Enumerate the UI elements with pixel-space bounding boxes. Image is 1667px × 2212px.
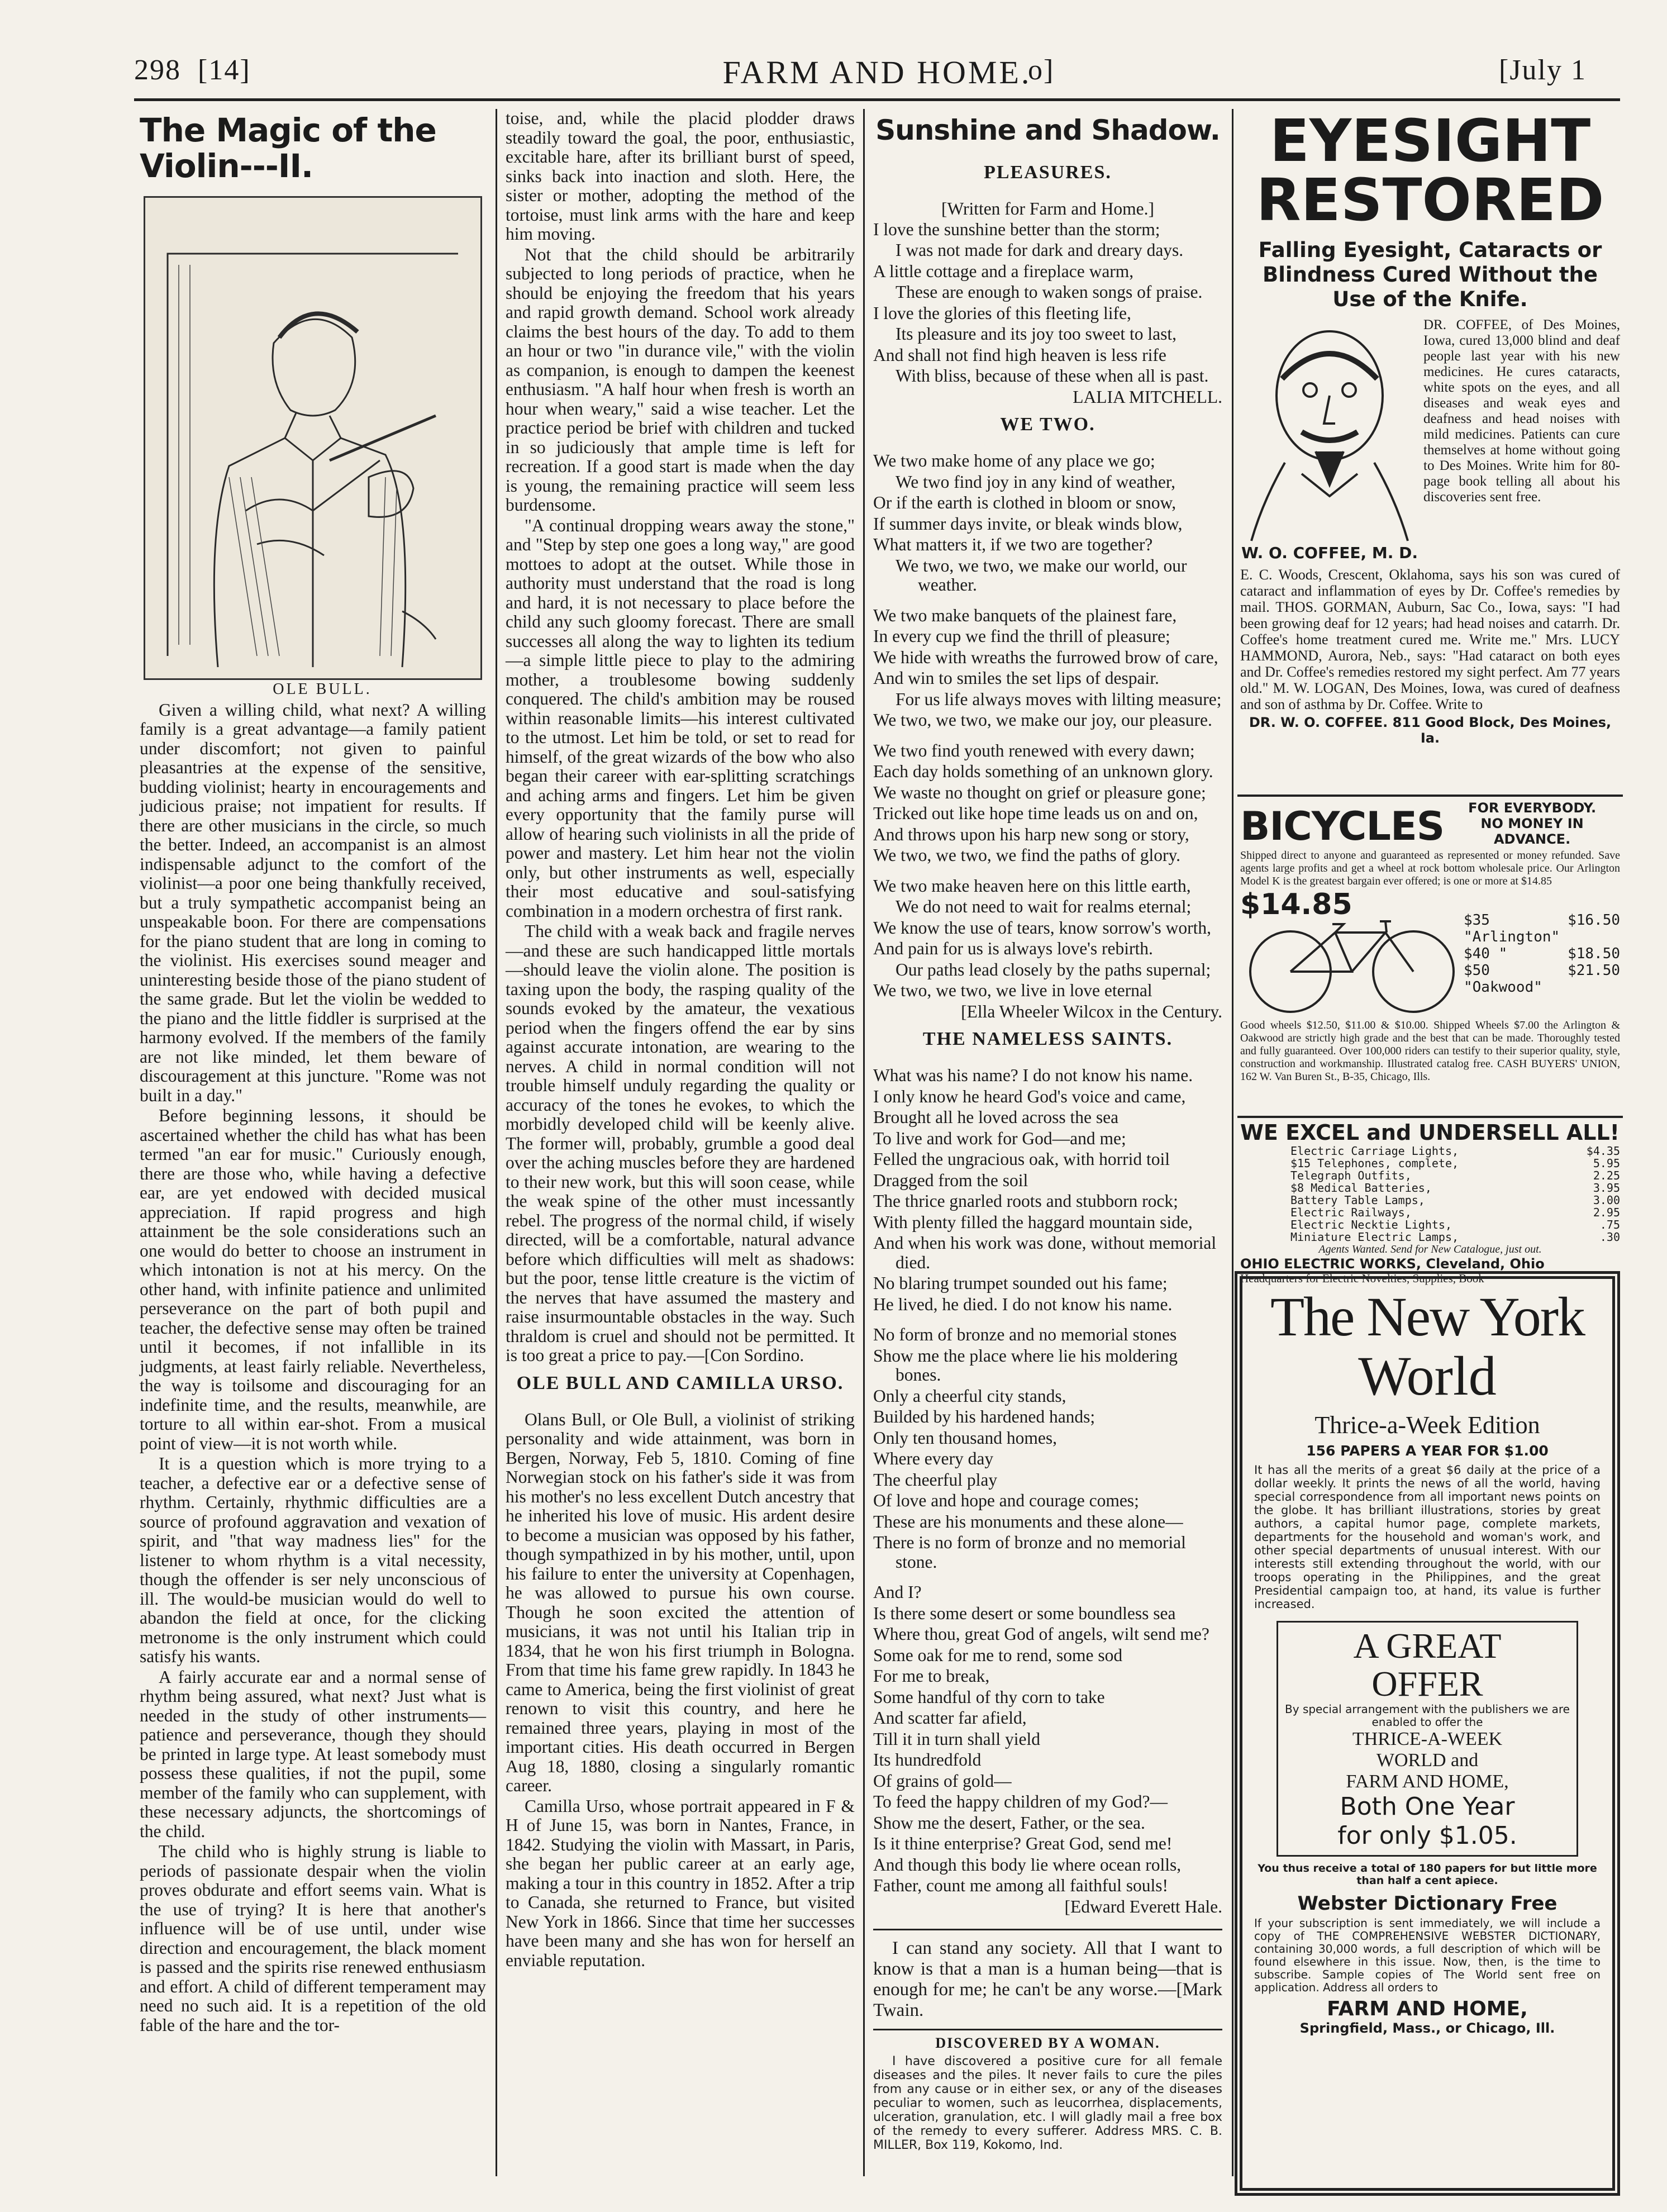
divider <box>873 1929 1222 1930</box>
farm-and-home-location: Springfield, Mass., or Chicago, Ill. <box>1299 2020 1555 2036</box>
header-mark: o] <box>1028 54 1055 86</box>
poem-line: A little cottage and a fireplace warm, <box>873 261 1134 281</box>
poem-line: We know the use of tears, know sorrow's worth, <box>873 917 1212 938</box>
poem-line: Of grains of gold— <box>873 1771 1012 1791</box>
poem-line: Only a cheerful city stands, <box>873 1386 1066 1406</box>
poem-line: Is there some desert or some boundless sea <box>873 1603 1176 1623</box>
poem-line: And win to smiles the set lips of despair. <box>873 668 1159 688</box>
poem-we-two <box>873 451 1222 1001</box>
paragraph: A fairly accurate ear and a normal sense of rhythm being assured, what next? Just what is needed in the study of other instruments—patience and perseverance, though they should be printed in large type. At least somebody must possess these qualities, if not the pupil, some member of the family who can supplement, with these necessary adjuncts, the shortcomings of the child. <box>140 1667 486 1841</box>
ad-bicycles-tags <box>1444 800 1620 847</box>
header-date: [July 1 <box>1499 54 1587 86</box>
poem-line: Where every day <box>873 1449 994 1468</box>
poem-line: Tricked out like hope time leads us on and on, <box>873 803 1198 823</box>
ad-bicycles-tag: FOR EVERYBODY. <box>1468 800 1597 816</box>
poem-line: To feed the happy children of my God?— <box>873 1792 1168 1811</box>
poem-line: And shall not find high heaven is less rife <box>873 345 1166 365</box>
portrait-caption: OLE BULL. <box>273 681 372 698</box>
poem-line: And scatter far afield, <box>873 1708 1027 1728</box>
ad-eyesight-headline-2: RESTORED <box>1256 166 1604 234</box>
webster-text: If your subscription is sent immediately, we will include a copy of THE COMPREHENSIVE WEBSTER DICTIONARY, containing 30,000 words, a full description of which will be found elsewhere in this issue. Now, then, is the time to subscribe. Sample copies of The World sent free on application. Address all orders to <box>1254 1916 1601 1994</box>
ad-bicycles-header <box>1240 800 1620 847</box>
ad-eyesight-body <box>1240 317 1620 562</box>
poem-line: We two make heaven here on this little earth, <box>873 876 1191 896</box>
price-row: $15 Telephones, complete, 5.95 <box>1290 1157 1620 1170</box>
poem-line: No blaring trumpet sounded out his fame; <box>873 1273 1168 1293</box>
poem-line: And throws upon his harp new song or story, <box>873 824 1189 844</box>
column-2 <box>506 109 855 2176</box>
poem-line: Its hundredfold <box>873 1750 982 1769</box>
world-body: It has all the merits of a great $6 daily at the price of a dollar weekly. It prints the news of all the world, having special correspondence from all important news points on the globe. It has brilliant illustrations, stories by great authors, a capital humor page, complete markets, departments for the household and woman's work, and other special departments of unusual interest. With our interests still extending throughout the world, with our troops operating in the Philippines, and the great Presidential campaign too, at hand, its value is further increased. <box>1254 1463 1601 1611</box>
ad-bicycles-intro: Shipped direct to anyone and guaranteed as represented or money refunded. Save agents large profits and get a wheel at rock bottom wholesale price. Our Arlington Model K is the greatest bargain ever offered; is one or more at $14.85 <box>1240 849 1620 887</box>
poem-title: WE TWO. <box>1000 414 1096 435</box>
poem-line: Dragged from the soil <box>873 1170 1028 1190</box>
ad-eyesight-subhead: Falling Eyesight, Cataracts or Blindness Cured Without the Use of the Knife. <box>1258 238 1602 311</box>
poem-line: The cheerful play <box>873 1469 998 1490</box>
quote-twain: I can stand any society. All that I want to know is that a man is a human being—that is enough for me; he can't be any worse.—[Mark Twain. <box>873 1938 1222 2020</box>
poem-pleasures <box>873 220 1222 386</box>
ad-text: I have discovered a positive cure for all female diseases and the piles. It never fails to cure the piles from any cause or in either sex, or any of the diseases peculiar to women, such as leucorrhea, displacements, ulceration, granulation, etc. I will gladly mail a free box of the remedy to every sufferer. Address MRS. C. B. MILLER, Box 119, Kokomo, Ind. <box>873 2054 1222 2152</box>
poem-title: THE NAMELESS SAINTS. <box>922 1029 1173 1049</box>
ad-divider <box>1237 1116 1623 1118</box>
price-row: Telegraph Outfits, 2.25 <box>1290 1169 1620 1182</box>
ad-heading: DISCOVERED BY A WOMAN. <box>935 2035 1160 2051</box>
poem-line: What was his name? I do not know his name. <box>873 1065 1193 1085</box>
header-rule <box>134 98 1620 101</box>
ad-divider <box>1237 795 1623 797</box>
poem-line: We do not need to wait for realms eternal; <box>896 897 1192 916</box>
farm-and-home: FARM AND HOME, <box>1327 1997 1528 2020</box>
poem-line: Builded by his hardened hands; <box>873 1407 1096 1426</box>
offer-caps: FARM AND HOME, <box>1346 1771 1509 1792</box>
poem-line: Only ten thousand homes, <box>873 1428 1057 1448</box>
divider <box>873 2029 1222 2030</box>
poem-line: Of love and hope and courage comes; <box>873 1491 1139 1510</box>
ad-eyesight-testimonials: E. C. Woods, Crescent, Oklahoma, says his son was cured of cataract and inflammation of eyes by Dr. Coffee's remedies by mail. THOS. GORMAN, Auburn, Sac Co., Iowa, says: "I had been growing deaf for 12 years; had head noises and catarrh. Dr. Coffee's home treatment cured me. Write me." Mrs. LUCY HAMMOND, Aurora, Neb., says: "Had cataract on both eyes and Dr. Coffee's remedies restored my sight perfect. Am 77 years old." M. W. LOGAN, Des Moines, Iowa, was cured of deafness and son of asthma by Dr. Coffee. Write to <box>1240 567 1620 712</box>
article-title: The Magic of the Violin---II. <box>140 111 436 185</box>
price-row: $8 Medical Batteries, 3.95 <box>1290 1181 1620 1195</box>
price-row: $40 " $18.50 <box>1464 945 1620 962</box>
webster-headline: Webster Dictionary Free <box>1297 1892 1558 1915</box>
world-title-2: World <box>1358 1345 1497 1407</box>
poem-line: Show me the place where lie his moldering bones. <box>873 1345 1178 1385</box>
paragraph: Camilla Urso, whose portrait appeared in F & H of June 15, was born in Nantes, France, in 1842. Studying the violin with Massart, in Paris, she began her public career at an early age, making a tour in this country in 1852. After a trip to Canada, she returned to France, but visited New York in 1866. Since that time her successes have been many and she has won for herself an enviable reputation. <box>506 1796 855 1970</box>
column-divider <box>496 109 497 2176</box>
ole-bull-portrait <box>144 196 482 680</box>
page-number: 298 [14] <box>134 54 251 86</box>
poem-line: If summer days invite, or bleak winds blow, <box>873 513 1183 534</box>
price-row: Miniature Electric Lamps, .30 <box>1290 1230 1620 1244</box>
poem-line: With plenty filled the haggard mountain side, <box>873 1212 1193 1232</box>
ad-bicycles-headline: BICYCLES <box>1240 803 1445 849</box>
poem-line: For us life always moves with lilting measure; <box>896 689 1222 709</box>
poem-line: The thrice gnarled roots and stubborn rock; <box>873 1191 1178 1211</box>
ad-bicycles-offer <box>1240 888 1620 1019</box>
offer-big: Both One Year <box>1340 1792 1515 1821</box>
poem-line: Some oak for me to rend, some sod <box>873 1645 1123 1665</box>
price-row: $35 "Arlington" $16.50 <box>1464 911 1620 945</box>
offer-caps: THRICE-A-WEEK <box>1352 1729 1503 1749</box>
poem-author: [Ella Wheeler Wilcox in the Century. <box>961 1001 1222 1021</box>
poem-line: Brought all he loved across the sea <box>873 1107 1119 1127</box>
ad-excel-firm: OHIO ELECTRIC WORKS, Cleveland, Ohio <box>1240 1256 1545 1272</box>
paragraph: toise, and, while the placid plodder draws steadily toward the goal, the poor, enthusiastic, excitable hare, after its brilliant burst of speed, sinks back into inaction and sloth. Here, the sister or mother, adopting the method of the tortoise, must link arms with the hare and keep him moving. <box>506 108 855 244</box>
poem-nameless-saints <box>873 1066 1222 1896</box>
price-row: $50 "Oakwood" $21.50 <box>1464 962 1620 996</box>
poem-line: Our paths lead closely by the paths supernal; <box>896 959 1211 979</box>
paragraph: Before beginning lessons, it should be ascertained whether the child has what has been termed "an ear for music." Curiously enough, there are those who, while having a defective ear, are yet endowed with decided musical appreciation. If rapid progress and high attainment be the sole considerations such an one would do better to choose an instrument in which intonation is not at his mercy. On the other hand, with infinite patience and unlimited perseverance on the part of both pupil and teacher, the defective sense may often be trained until it becomes, if not infallible in its judgments, at least fairly reliable. Nevertheless, the way is toilsome and discouraging for an indefinite time, and the results, meanwhile, are torture to all within ear-shot. From a musical point of view—it is not worth while. <box>140 1106 486 1453</box>
poem-line: We two, we two, we live in love eternal <box>873 981 1152 1000</box>
ad-eyesight-address: DR. W. O. COFFEE. 811 Good Block, Des Moines, Ia. <box>1249 715 1612 746</box>
poem-line: We waste no thought on grief or pleasure gone; <box>873 782 1206 802</box>
ad-eyesight-headline-1: EYESIGHT <box>1269 107 1591 175</box>
poem-line: These are enough to waken songs of praise. <box>896 282 1203 302</box>
poem-line: I love the sunshine better than the storm; <box>873 219 1160 239</box>
poem-line: There is no form of bronze and no memorial stone. <box>873 1533 1186 1572</box>
price-row: Electric Carriage Lights, $4.35 <box>1290 1144 1620 1158</box>
masthead-title: FARM AND HOME. <box>722 54 1032 91</box>
poem-line: He lived, he died. I do not know his name. <box>873 1294 1173 1314</box>
poem-line: No form of bronze and no memorial stones <box>873 1325 1177 1344</box>
poem-author: [Edward Everett Hale. <box>1064 1896 1222 1916</box>
poem-line: We two, we two, we make our joy, our pleasure. <box>873 710 1212 730</box>
section-heading: OLE BULL AND CAMILLA URSO. <box>516 1372 844 1393</box>
price-row: Electric Railways, 2.95 <box>1290 1206 1620 1219</box>
poem-line: We two find joy in any kind of weather, <box>896 472 1175 492</box>
ad-bicycles-tag: NO MONEY IN ADVANCE. <box>1480 816 1584 847</box>
poem-line: We hide with wreaths the furrowed brow of care, <box>873 647 1218 667</box>
offer-caps: WORLD and <box>1376 1750 1479 1771</box>
poem-line: Its pleasure and its joy too sweet to last, <box>896 324 1177 344</box>
paragraph: The child who is highly strung is liable to periods of passionate despair when the violin proves obdurate and effort seems vain. What is the use of trying? It is here that another's influence will be of use until, under wise direction and encouragement, the black moment is passed and the spirits rise renewed enthusiasm and effort. A child of different temperament may need no such aid. It is a repetition of the old fable of the hare and the tor- <box>140 1842 486 2035</box>
poem-line: Some handful of thy corn to take <box>873 1687 1105 1707</box>
offer-big: for only $1.05. <box>1337 1821 1517 1850</box>
poem-line: For me to break, <box>873 1666 990 1686</box>
column-3 <box>873 109 1222 2176</box>
poem-line: I love the glories of this fleeting life, <box>873 303 1131 323</box>
price-row: Battery Table Lamps, 3.00 <box>1290 1193 1620 1207</box>
poem-line: Each day holds something of an unknown glory. <box>873 762 1213 781</box>
ad-excel-list <box>1240 1145 1620 1243</box>
poem-line: Father, count me among all faithful souls! <box>873 1876 1168 1895</box>
doctor-portrait <box>1240 317 1419 562</box>
poem-author: LALIA MITCHELL. <box>1073 387 1222 407</box>
bicycle-illustration-wrap <box>1240 888 1464 1019</box>
bicycle-price: $14.85 <box>1240 888 1352 921</box>
column-divider <box>863 109 865 2176</box>
page-header <box>134 49 1620 94</box>
ad-eyesight <box>1240 107 1620 791</box>
price-row: Electric Necktie Lights, .75 <box>1290 1218 1620 1231</box>
paragraph: Given a willing child, what next? A willing family is a great advantage—a family patient under discomfort; not given to painful pleasantries at the expense of the sensitive, budding violinist; hearty in encouragements and judicious praise; not impatient for results. If there are other musicians in the circle, so much the better. Indeed, an accompanist is an almost indispensable adjunct to the comfort of the violinist—a poor one being thankfully received, but a truly sympathetic accompanist being an unspeakable boon. For there are compensations for the piano student that are long in coming to the violinist. His exercises sound meager and uninteresting beside those of the piano student of the same grade. But let the violin be wedded to the piano and the little fiddler is surprised at the harmony evolved. If the members of the family are not like minded, let them beware of discouragement at this juncture. "Rome was not built in a day." <box>140 700 486 1105</box>
poem-line: Is it thine enterprise? Great God, send me! <box>873 1834 1173 1853</box>
poem-line: Felled the ungracious oak, with horrid toil <box>873 1149 1170 1169</box>
poem-line: These are his monuments and these alone— <box>873 1511 1183 1531</box>
poem-line: I was not made for dark and dreary days. <box>896 240 1184 260</box>
poem-line: We two make home of any place we go; <box>873 451 1155 470</box>
paragraph: "A continual dropping wears away the stone," and "Step by step one goes a long way," are good mottoes to adopt at the outset. While those in authority must understand that the road is long and hard, it is not necessary to place before the child any such gloomy forecast. There are small successes all along the way to lighten its tedium—a simple little piece to play to the admiring mother, a troublesome bowing suddenly conquered. The child's ambition may be roused within reasonable limits—his interest cultivated to the utmost. Let him be told, or set to read for himself, of the great wizards of the bow who also began their career with ear-splitting scratchings and aching arms and fingers. Let him be given every opportunity that the family purse will allow of hearing such violinists in all the pride of power and mastery. Let him hear not the violin only, but other instruments as well, especially their most educative and soul-satisfying combination in a modern orchestra of first rank. <box>506 515 855 921</box>
poem-line: We two, we two, we make our world, our weather. <box>896 555 1187 594</box>
offer-text: By special arrangement with the publishers we are enabled to offer the <box>1285 1702 1570 1729</box>
world-edition: Thrice-a-Week Edition <box>1314 1411 1540 1439</box>
offer-headline-2: OFFER <box>1371 1664 1483 1704</box>
ad-excel-headline: WE EXCEL and UNDERSELL ALL! <box>1240 1120 1620 1145</box>
world-title-1: The New York <box>1270 1286 1585 1348</box>
paragraph: It is a question which is more trying to a teacher, a defective ear or a defective sense of rhythm. Certainly, rhythmic difficulties are a source of profound aggravation and vexation of spirit, and "that way madness lies" for the listener to whom rhythm is a vital necessity, though the offender is ser nely unconscious of ill. The would-be musician would do well to abandon the field at once, for the clicking metronome is the only instrument which could satisfy his wants. <box>140 1454 486 1666</box>
ad-excel-hq: Headquarters for Electric Novelties, Supplies, Book <box>1240 1272 1484 1285</box>
world-offer-box <box>1277 1621 1578 1857</box>
paragraph: Not that the child should be arbitrarily subjected to long periods of practice, when he should be enjoying the freedom that his years and rapid growth demand. School work already claims the best hours of the day. To add to them an hour or two "in durance vile," with the violin as companion, is enough to dampen the keenest enthusiasm. "A half hour when fresh is worth an hour when weary," said a wise teacher. Let the practice period be brief with children and tucked in so judiciously that ample time is left for recreation. If a good start is made when the day is young, the remaining practice will seem less burdensome. <box>506 244 855 515</box>
poem-line: In every cup we find the thrill of pleasure; <box>873 626 1170 646</box>
doctor-name: W. O. COFFEE, M. D. <box>1241 544 1418 562</box>
poem-line: Till it in turn shall yield <box>873 1729 1040 1749</box>
bicycle-price-list <box>1464 912 1620 996</box>
poem-line: With bliss, because of these when all is past. <box>896 366 1209 386</box>
ad-bicycles-footer: Good wheels $12.50, $11.00 & $10.00. Shipped Wheels $7.00 the Arlington & Oakwood are strictly high grade and the best that can be made. Thoroughly tested and fully guaranteed. Over 100,000 riders can testify to their superior quality, style, construction and workmanship. Illustrated catalog free. CASH BUYERS' UNION, 162 W. Van Buren St., B-35, Chicago, Ills. <box>1240 1019 1620 1083</box>
ad-ohio-electric <box>1240 1120 1620 1285</box>
column-divider <box>1232 109 1233 2176</box>
poem-line: To live and work for God—and me; <box>873 1128 1126 1148</box>
poem-line: Show me the desert, Father, or the sea. <box>873 1813 1145 1833</box>
poem-line: I only know he heard God's voice and came, <box>873 1086 1186 1106</box>
offer-headline-1: A GREAT <box>1353 1626 1502 1666</box>
poem-line: And pain for us is always love's rebirth. <box>873 939 1153 958</box>
ad-eyesight-side: DR. COFFEE, of Des Moines, Iowa, cured 13,000 blind and deaf people last year with his new medicines. He cures cataracts, white spots on the eyes, and all diseases and weak eyes and deafness and head noises with mild medicines. Patients can cure themselves at home without going to Des Moines. Write him for 80-page book telling all about his discoveries sent free. <box>1423 317 1620 505</box>
poem-line: And though this body lie where ocean rolls, <box>873 1854 1182 1875</box>
poem-line: We two, we two, we find the paths of glory. <box>873 845 1181 865</box>
world-receive: You thus receive a total of 180 papers for but little more than half a cent apiece. <box>1258 1862 1597 1887</box>
ad-new-york-world <box>1254 1288 1601 2182</box>
doctor-illustration <box>1240 317 1419 541</box>
poem-line: And when his work was done, without memorial died. <box>873 1233 1217 1272</box>
paragraph: The child with a weak back and fragile nerves—and these are such handicapped little mortals—should leave the violin alone. The position is taxing upon the body, the rasping quality of the sounds evoked by the amateur, the vexatious period when the fingers offend the ear by sins against accurate intonation, are wearing to the nerves. A child in normal condition will not trouble himself unduly regarding the quality or accuracy of the tones he evokes, to which the morbidly developed child will be keenly alive. The former will, probably, grumble a good deal over the aching muscles before they are hardened to their new work, but this will soon cease, while the weak spine of the other must incessantly rebel. The progress of the normal child, if wisely directed, will be a comfortable, natural advance before which difficulties will melt as shadows: but the poor, tense little creature is the victim of the nerves that have assumed the mastery and raise insurmountable obstacles in the way. Such thraldom is cruel and should not be permitted. It is too great a price to pay.—[Con Sordino. <box>506 921 855 1365</box>
column-1 <box>140 109 486 2176</box>
paragraph: Olans Bull, or Ole Bull, a violinist of striking personality and wide attainment, was born in Bergen, Norway, Feb 5, 1810. Coming of fine Norwegian stock on his father's side it was from his mother's no less excellent Dutch ancestry that he inherited his love of music. His ardent desire to become a musician was opposed by his father, though sympathized in by his mother, until, upon his failure to enter the university at Copenhagen, he was allowed to pursue his own course. Though he soon excited the attention of musicians, it was not until his Italian trip in 1834, that he won his first triumph in Bologna. From that time his fame grew rapidly. In 1843 he came to America, being the first violinist of great renown to visit this country, and here he remained three years, playing in most of the important cities. His death occurred in Bergen Aug 18, 1880, closing a singularly romantic career. <box>506 1409 855 1795</box>
poem-line: We two find youth renewed with every dawn; <box>873 740 1195 760</box>
poem-line: What matters it, if we two are together? <box>873 535 1153 554</box>
poem-line: And I? <box>873 1582 922 1602</box>
poem-note: [Written for Farm and Home.] <box>941 199 1154 218</box>
poem-line: Or if the earth is clothed in bloom or snow, <box>873 493 1177 512</box>
poem-line: Where thou, great God of angels, wilt send me? <box>873 1624 1209 1644</box>
poem-title: PLEASURES. <box>984 162 1112 183</box>
section-title: Sunshine and Shadow. <box>875 114 1220 146</box>
poem-line: We two make banquets of the plainest fare, <box>873 605 1177 625</box>
world-papers: 156 PAPERS A YEAR FOR $1.00 <box>1306 1443 1549 1459</box>
ad-excel-agents: Agents Wanted. Send for New Catalogue, just out. <box>1318 1243 1542 1255</box>
violinist-illustration <box>145 198 480 678</box>
ad-bicycles <box>1240 800 1620 1113</box>
